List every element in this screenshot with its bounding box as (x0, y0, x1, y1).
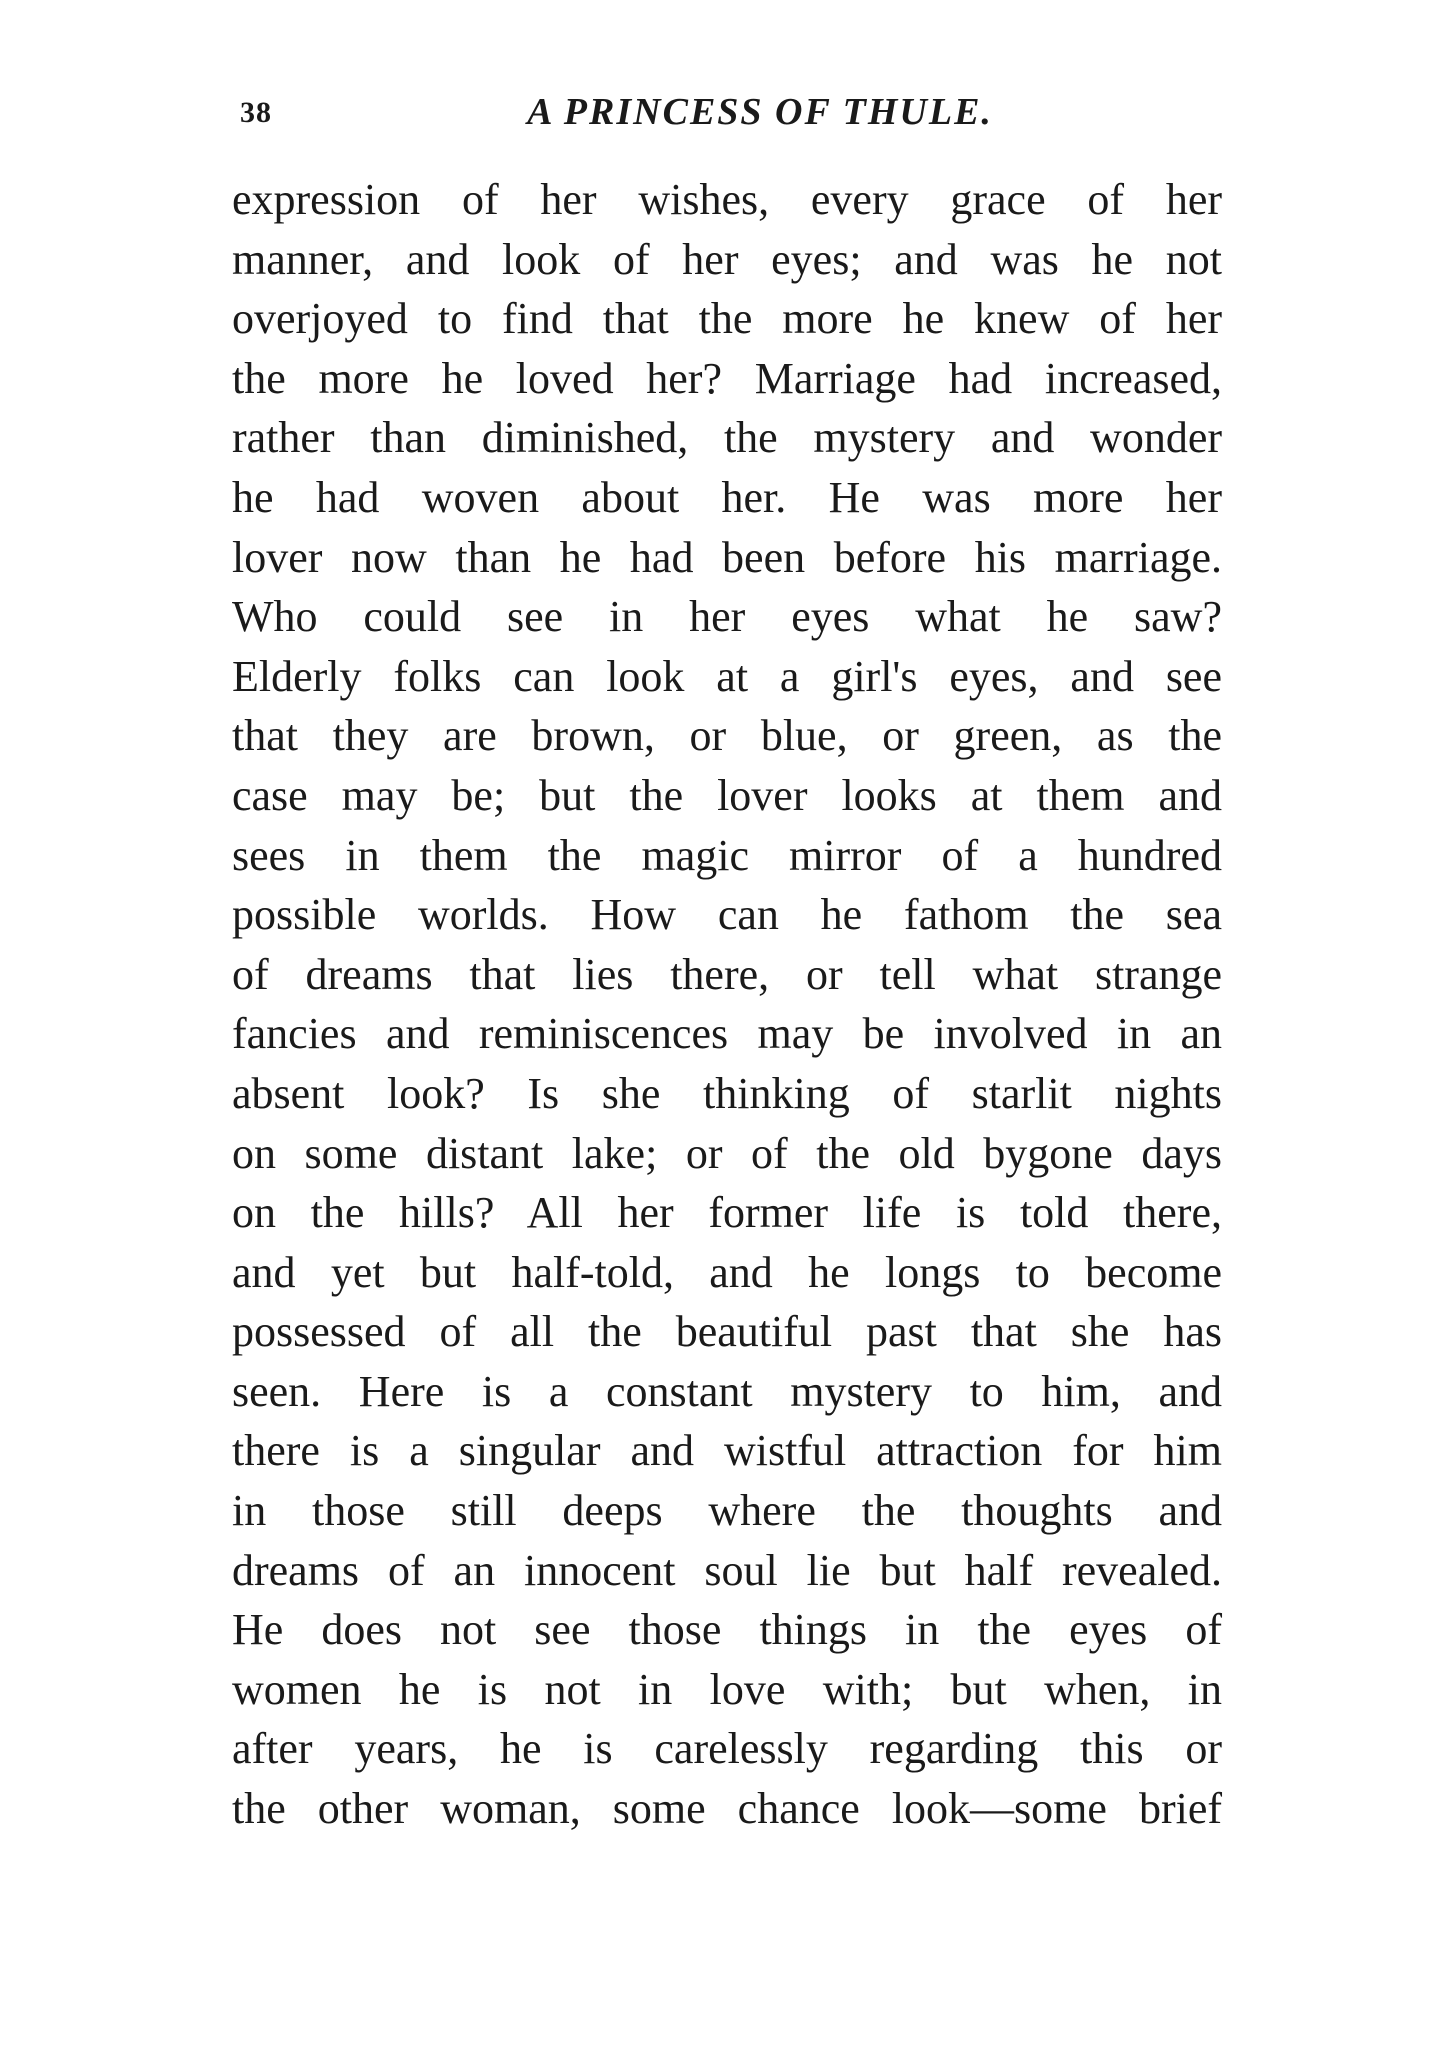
running-title: A PRINCESS OF THULE. (527, 91, 993, 133)
page-header (240, 90, 1240, 140)
text-line: the more he loved her? Marriage had increased, (232, 353, 1222, 403)
text-line: case may be; but the lover looks at them and (232, 770, 1222, 820)
text-line: women he is not in love with; but when, in (232, 1664, 1222, 1714)
text-line: fancies and reminiscences may be involved in an (232, 1009, 1222, 1059)
text-line: in those still deeps where the thoughts and (232, 1486, 1222, 1536)
text-line: dreams of an innocent soul lie but half revealed. (232, 1545, 1222, 1595)
text-line: manner, and look of her eyes; and was he not (232, 234, 1222, 284)
text-line: expression of her wishes, every grace of her (232, 175, 1222, 224)
text-line: possible worlds. How can he fathom the sea (232, 890, 1222, 940)
text-line: he had woven about her. He was more her (232, 472, 1222, 522)
text-line: that they are brown, or blue, or green, as the (232, 711, 1222, 761)
text-line: of dreams that lies there, or tell what strange (232, 949, 1222, 999)
text-line: sees in them the magic mirror of a hundred (232, 830, 1222, 880)
text-line: and yet but half-told, and he longs to become (232, 1247, 1222, 1297)
text-line: there is a singular and wistful attraction for him (232, 1426, 1222, 1476)
text-line: on the hills? All her former life is told there, (232, 1188, 1222, 1238)
text-line: Who could see in her eyes what he saw? (232, 592, 1222, 642)
body-text (232, 170, 1222, 1839)
page-number: 38 (240, 96, 272, 129)
text-line: on some distant lake; or of the old bygone days (232, 1128, 1222, 1178)
text-line: He does not see those things in the eyes of (232, 1605, 1222, 1655)
text-line: seen. Here is a constant mystery to him, and (232, 1366, 1222, 1416)
text-line: the other woman, some chance look—some brief (232, 1784, 1222, 1834)
text-line: absent look? Is she thinking of starlit nights (232, 1068, 1222, 1118)
text-line: rather than diminished, the mystery and wonder (232, 413, 1222, 463)
text-line: Elderly folks can look at a girl's eyes, and see (232, 651, 1222, 701)
text-line: after years, he is carelessly regarding this or (232, 1724, 1222, 1774)
text-line: overjoyed to find that the more he knew of her (232, 294, 1222, 344)
text-line: lover now than he had been before his marriage. (232, 532, 1222, 582)
text-line: possessed of all the beautiful past that she has (232, 1307, 1222, 1357)
